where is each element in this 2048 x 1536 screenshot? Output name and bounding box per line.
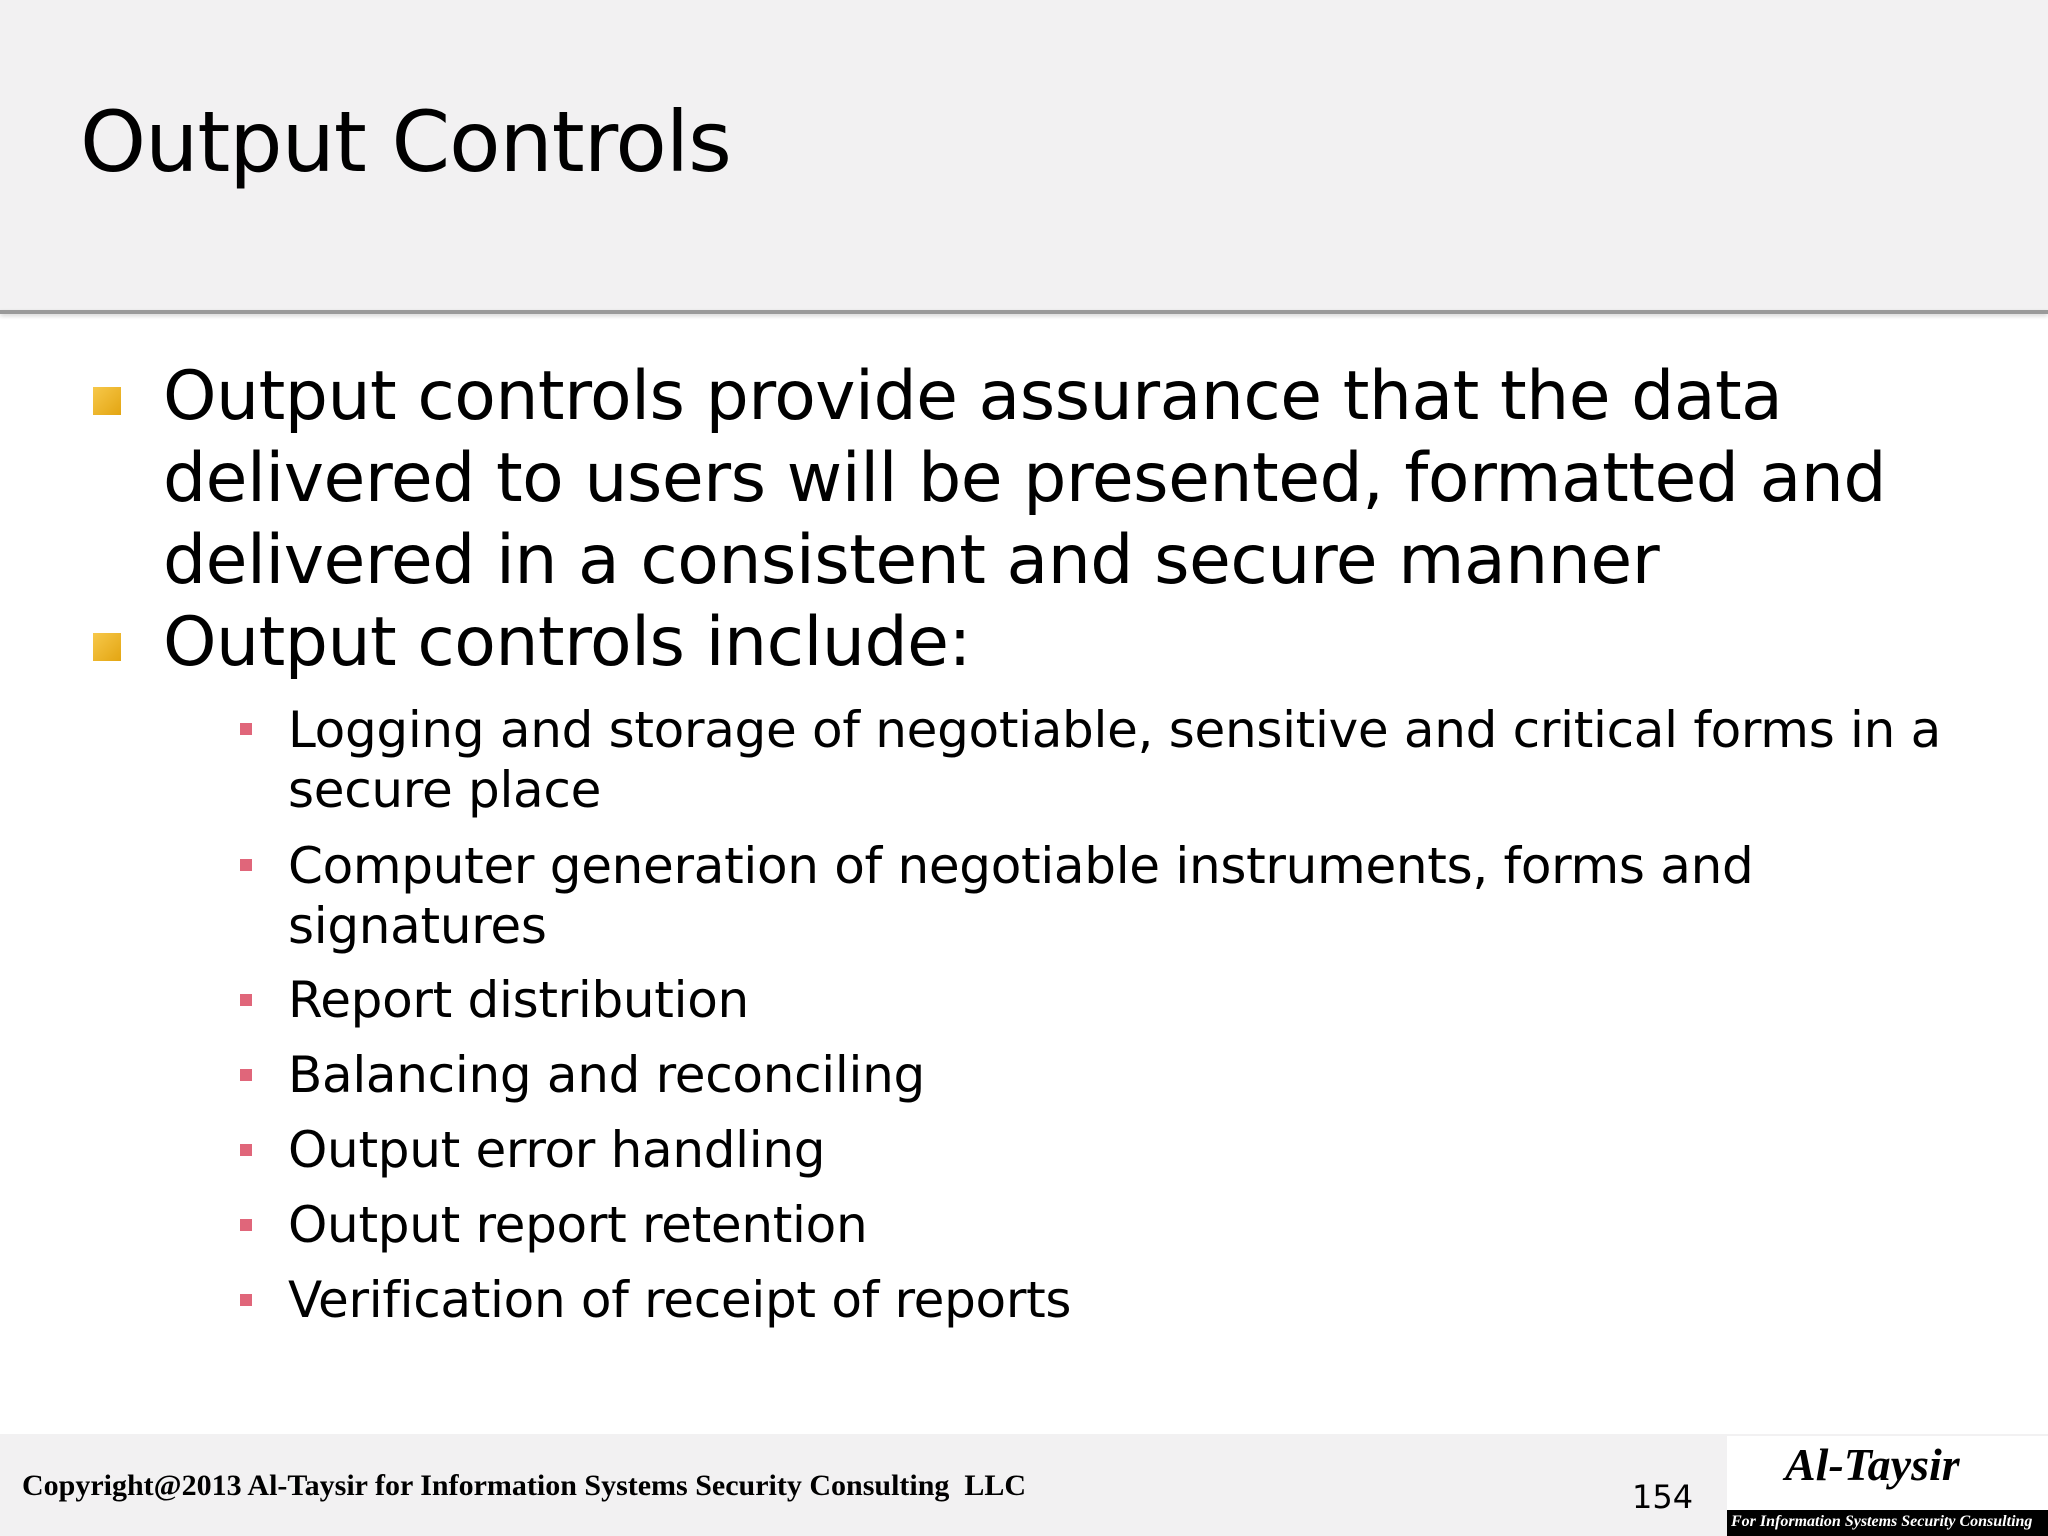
bullet-line: delivered in a consistent and secure manner <box>163 521 1660 600</box>
bullet-line: delivered to users will be presented, formatted and <box>163 439 1887 518</box>
secondary-bullet-icon <box>240 859 252 871</box>
sub-bullet-item <box>288 836 2008 956</box>
secondary-bullet-icon <box>240 1219 252 1231</box>
sub-bullet-line: Verification of receipt of reports <box>288 1271 1072 1329</box>
sub-bullet-line: Computer generation of negotiable instruments, forms and <box>288 837 1754 895</box>
sub-bullet-item <box>288 1195 2008 1255</box>
company-logo <box>1727 1436 2048 1536</box>
secondary-bullet-icon <box>240 1144 252 1156</box>
sub-bullet-item <box>288 1120 2008 1180</box>
bullet-item <box>163 602 2023 684</box>
sub-bullet-line: secure place <box>288 761 602 819</box>
primary-bullet-icon <box>93 387 121 415</box>
primary-bullet-icon <box>93 633 121 661</box>
secondary-bullet-icon <box>240 1069 252 1081</box>
bullet-item <box>163 356 2023 602</box>
sub-bullet-item <box>288 1045 2008 1105</box>
secondary-bullet-icon <box>240 1294 252 1306</box>
sub-bullet-line: Output error handling <box>288 1121 826 1179</box>
secondary-bullet-icon <box>240 723 252 735</box>
page-number: 154 <box>1632 1478 1694 1516</box>
sub-bullet-line: Output report retention <box>288 1196 868 1254</box>
logo-tagline: For Information Systems Security Consulting <box>1731 1513 2033 1530</box>
copyright-text: Copyright@2013 Al-Taysir for Information Systems Security Consulting LLC <box>22 1469 1027 1502</box>
sub-bullet-line: signatures <box>288 897 547 955</box>
sub-bullet-item <box>288 1270 2008 1330</box>
header-divider <box>0 310 2048 314</box>
logo-name: Al-Taysir <box>1785 1439 1960 1490</box>
bullet-line: Output controls provide assurance that the data <box>163 357 1783 436</box>
sub-bullet-item <box>288 700 2008 820</box>
sub-bullet-line: Report distribution <box>288 971 749 1029</box>
sub-bullet-item <box>288 970 2008 1030</box>
secondary-bullet-icon <box>240 994 252 1006</box>
bullet-line: Output controls include: <box>163 603 971 682</box>
slide-title: Output Controls <box>80 93 731 191</box>
sub-bullet-line: Balancing and reconciling <box>288 1046 925 1104</box>
sub-bullet-line: Logging and storage of negotiable, sensitive and critical forms in a <box>288 701 1941 759</box>
